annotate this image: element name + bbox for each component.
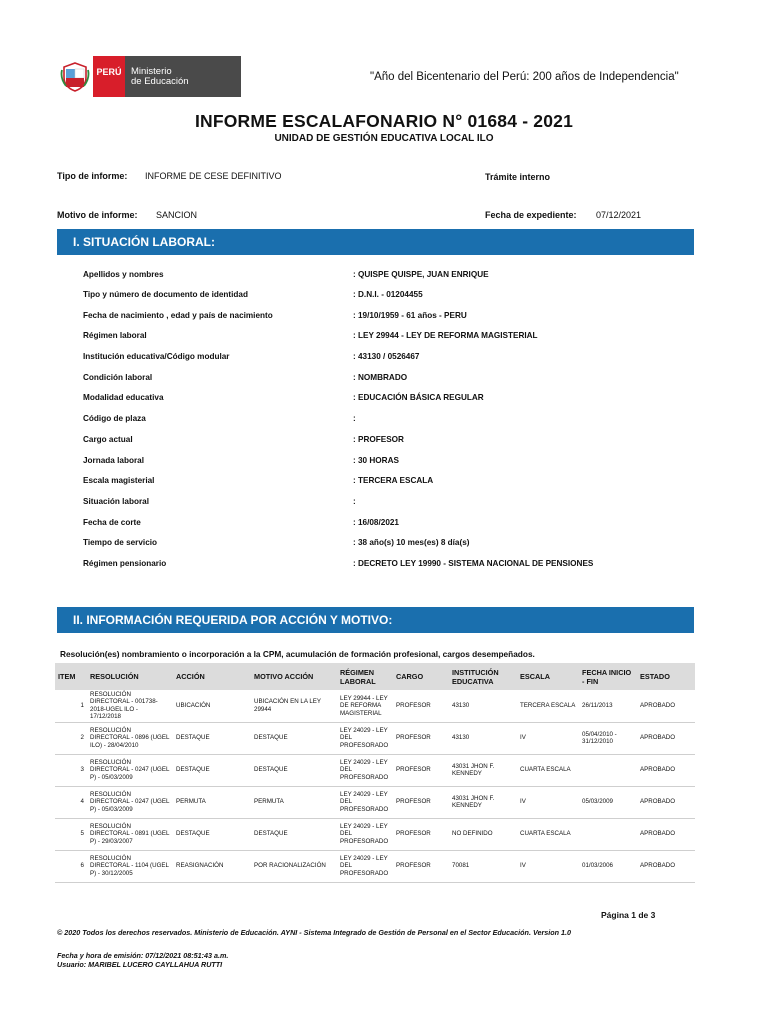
table-cell: 5	[55, 818, 87, 850]
table-row	[55, 850, 695, 882]
report-reason-label: Motivo de informe:	[57, 210, 138, 220]
table-cell: RESOLUCIÓN DIRECTORAL - 0247 (UGEL P) - 05/03/2009	[87, 754, 173, 786]
col-dates: FECHA INICIO - FIN	[579, 663, 637, 690]
table-header-row	[55, 663, 695, 690]
table-cell: LEY 24029 - LEY DEL PROFESORADO	[337, 722, 393, 754]
col-scale: ESCALA	[517, 663, 579, 690]
table-cell: IV	[517, 850, 579, 882]
col-action-reason: MOTIVO ACCIÓN	[251, 663, 337, 690]
report-type-value: INFORME DE CESE DEFINITIVO	[145, 171, 282, 181]
bicentenary-motto: "Año del Bicentenario del Perú: 200 años de Independencia"	[370, 71, 679, 83]
table-cell: PROFESOR	[393, 850, 449, 882]
file-date-label: Fecha de expediente:	[485, 210, 577, 220]
col-institution: INSTITUCIÓN EDUCATIVA	[449, 663, 517, 690]
table-cell: 05/03/2009	[579, 786, 637, 818]
table-cell: LEY 24029 - LEY DEL PROFESORADO	[337, 754, 393, 786]
table-row	[55, 722, 695, 754]
table-cell: RESOLUCIÓN DIRECTORAL - 0896 (UGEL ILO) - 28/04/2010	[87, 722, 173, 754]
table-cell: LEY 24029 - LEY DEL PROFESORADO	[337, 850, 393, 882]
user-name: Usuario: MARIBEL LUCERO CAYLLAHUA RUTTI	[57, 960, 223, 969]
table-cell: NO DEFINIDO	[449, 818, 517, 850]
col-labor-regime: RÉGIMEN LABORAL	[337, 663, 393, 690]
logo-ministry-label: Ministerio de Educación	[125, 56, 241, 97]
table-cell: 4	[55, 786, 87, 818]
col-item: ITEM	[55, 663, 87, 690]
table-cell: UBICACIÓN EN LA LEY 29944	[251, 690, 337, 722]
table-cell: TERCERA ESCALA	[517, 690, 579, 722]
table-cell: IV	[517, 786, 579, 818]
table-cell: LEY 24029 - LEY DEL PROFESORADO	[337, 818, 393, 850]
table-cell: 26/11/2013	[579, 690, 637, 722]
table-cell: PROFESOR	[393, 722, 449, 754]
table-row	[55, 690, 695, 722]
table-cell: APROBADO	[637, 818, 695, 850]
report-reason-value: SANCION	[156, 210, 198, 220]
table-cell: 43130	[449, 690, 517, 722]
section-required-info-header: II. INFORMACIÓN REQUERIDA POR ACCIÓN Y MOTIVO:	[57, 607, 694, 633]
table-cell: POR RACIONALIZACIÓN	[251, 850, 337, 882]
col-resolution: RESOLUCIÓN	[87, 663, 173, 690]
table-cell: DESTAQUE	[251, 818, 337, 850]
copyright-notice: © 2020 Todos los derechos reservados. Ministerio de Educación. AYNI - Sistema Integrado de Gestión de Personal en el Sector Educación. Version 1.0	[57, 928, 572, 937]
file-date-value: 07/12/2021	[596, 210, 642, 220]
report-title: INFORME ESCALAFONARIO N° 01684 - 2021	[194, 111, 574, 131]
table-cell: 3	[55, 754, 87, 786]
table-cell: DESTAQUE	[173, 818, 251, 850]
table-cell: PERMUTA	[251, 786, 337, 818]
table-cell: DESTAQUE	[173, 722, 251, 754]
table-cell: PROFESOR	[393, 690, 449, 722]
col-status: ESTADO	[637, 663, 695, 690]
internal-procedure-label: Trámite interno	[485, 172, 551, 182]
table-cell: 6	[55, 850, 87, 882]
table-cell: 05/04/2010 - 31/12/2010	[579, 722, 637, 754]
table-cell: APROBADO	[637, 690, 695, 722]
resolutions-note: Resolución(es) nombramiento o incorporación a la CPM, acumulación de formación profesional, cargos desempeñados.	[60, 649, 535, 659]
table-row	[55, 818, 695, 850]
table-cell: 1	[55, 690, 87, 722]
section-employment-header: I. SITUACIÓN LABORAL:	[57, 229, 694, 255]
report-subtitle: UNIDAD DE GESTIÓN EDUCATIVA LOCAL ILO	[274, 133, 494, 144]
table-cell: CUARTA ESCALA	[517, 754, 579, 786]
table-cell: PROFESOR	[393, 754, 449, 786]
table-cell	[579, 818, 637, 850]
table-cell: 43130	[449, 722, 517, 754]
page-indicator: Página 1 de 3	[601, 910, 656, 920]
report-type-label: Tipo de informe:	[57, 171, 128, 181]
table-cell: LEY 24029 - LEY DEL PROFESORADO	[337, 786, 393, 818]
table-cell: UBICACIÓN	[173, 690, 251, 722]
table-cell: CUARTA ESCALA	[517, 818, 579, 850]
table-row	[55, 754, 695, 786]
table-cell: 01/03/2006	[579, 850, 637, 882]
table-cell: RESOLUCIÓN DIRECTORAL - 0247 (UGEL P) - 05/03/2009	[87, 786, 173, 818]
minedu-logo	[57, 56, 241, 97]
table-cell: IV	[517, 722, 579, 754]
table-cell: APROBADO	[637, 722, 695, 754]
peru-coat-of-arms-icon	[57, 56, 93, 97]
table-cell: APROBADO	[637, 786, 695, 818]
table-cell: PERMUTA	[173, 786, 251, 818]
table-row	[55, 786, 695, 818]
table-cell: RESOLUCIÓN DIRECTORAL - 0891 (UGEL P) - 29/03/2007	[87, 818, 173, 850]
table-cell: 70081	[449, 850, 517, 882]
table-cell: RESOLUCIÓN DIRECTORAL - 1104 (UGEL P) - 30/12/2005	[87, 850, 173, 882]
col-position: CARGO	[393, 663, 449, 690]
table-cell: DESTAQUE	[173, 754, 251, 786]
table-cell: DESTAQUE	[251, 722, 337, 754]
table-cell: APROBADO	[637, 850, 695, 882]
table-cell	[579, 754, 637, 786]
history-table	[55, 663, 695, 883]
table-cell: RESOLUCIÓN DIRECTORAL - 001738-2018-UGEL ILO - 17/12/2018	[87, 690, 173, 722]
table-cell: PROFESOR	[393, 818, 449, 850]
logo-country-label: PERÚ	[93, 56, 125, 97]
table-cell: 43031 JHON F. KENNEDY	[449, 754, 517, 786]
table-cell: DESTAQUE	[251, 754, 337, 786]
table-cell: REASIGNACIÓN	[173, 850, 251, 882]
emission-timestamp: Fecha y hora de emisión: 07/12/2021 08:51:43 a.m.	[57, 951, 229, 960]
table-cell: PROFESOR	[393, 786, 449, 818]
table-cell: APROBADO	[637, 754, 695, 786]
col-action: ACCIÓN	[173, 663, 251, 690]
table-cell: 2	[55, 722, 87, 754]
table-cell: 43031 JHON F. KENNEDY	[449, 786, 517, 818]
table-cell: LEY 29944 - LEY DE REFORMA MAGISTERIAL	[337, 690, 393, 722]
